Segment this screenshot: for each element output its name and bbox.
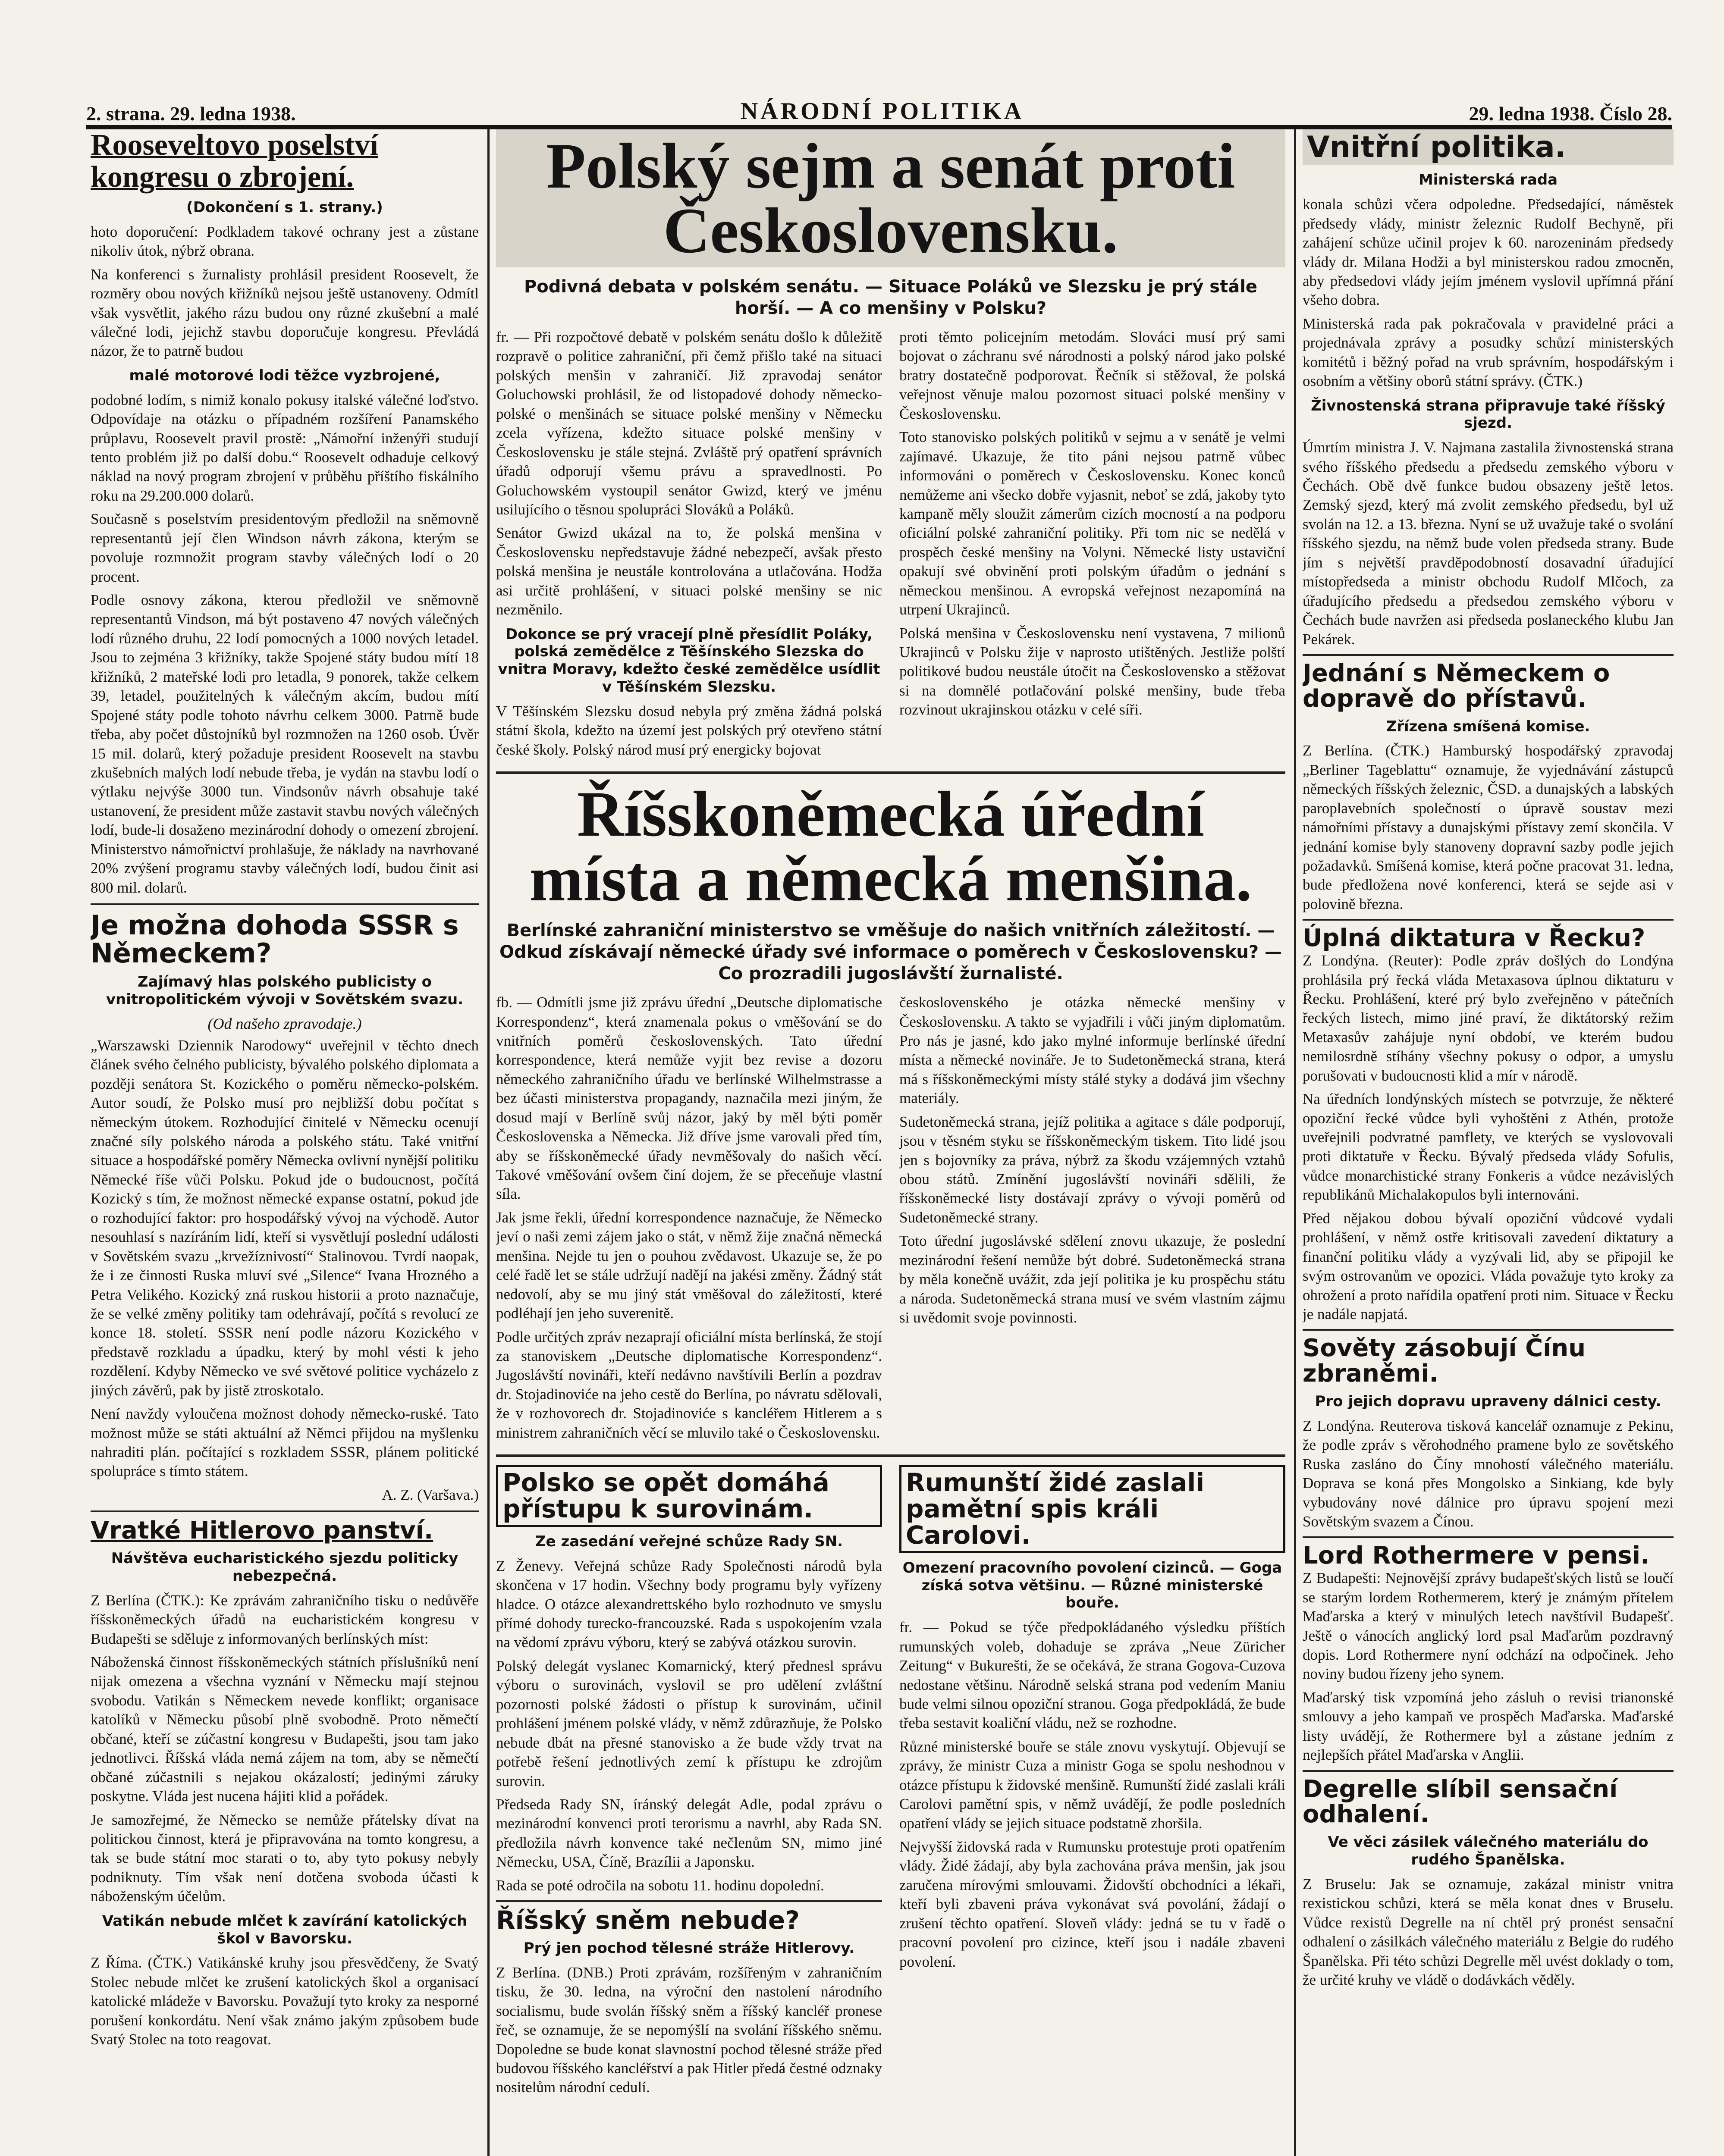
divider xyxy=(1303,1770,1674,1772)
divider xyxy=(496,771,1285,774)
paragraph: Je samozřejmé, že Německo se nemůže přátelsky dívat na politickou činnost, která je připravována na tomto kongresu, a tak se bude státní moc starati o to, aby tyto pokusy nebyly podniknuty. Tím však není dotčena svoboda účasti k náboženským účelům. xyxy=(91,1811,479,1905)
divider xyxy=(91,1510,479,1512)
lower-articles xyxy=(496,1465,1285,2102)
masthead-left: 2. strana. 29. ledna 1938. xyxy=(86,103,296,125)
article-title: Rumunští židé zaslali pamětní spis králi Carolovi. xyxy=(899,1465,1285,1553)
divider xyxy=(1303,919,1674,921)
paragraph: Předseda Rady SN, íránský delegát Adle, podal zprávu o mezinárodní konvenci proti terorismu a navrhl, aby Rada SN. předložila návrh konvence také nečlenům SN, mimo jiné Německu, USA, Číně, Brazílii a Japonsku. xyxy=(496,1796,882,1871)
headline-polish-sejm: Polský sejm a senát proti Československu. xyxy=(496,129,1285,267)
article-subtitle: Zajímavý hlas polského publicisty o vnitropolitickém vývoji v Sovětském svazu. xyxy=(106,973,464,1009)
masthead xyxy=(86,78,1672,129)
article-title: Jednání s Německem o dopravě do přístavů. xyxy=(1303,659,1610,713)
paragraph: fr. — Pokud se týče předpokládaného výsledku příštích rumunských voleb, dohaduje se zpráva „Neue Züricher Zeitung“ v Bukurešti, že se očekává, že strana Gogova-Cuzova nedostane většinu. Národně selská strana pod vedením Maniu bude velmi silnou opoziční stranou. Goga předpokládá, že bude třeba sestavit koaliční vládu, než se rozhodne. xyxy=(899,1619,1285,1732)
paragraph: fb. — Odmítli jsme již zprávu úřední „Deutsche diplomatische Korrespondenz“, která znamenala pokus o vměšování se do vnitřních poměrů československých. Tato úřední korrespondence, která nemůže vyjit bez revise a dozoru německého zahraničního úřadu ve berlínské Wilhelmstrasse a bez účasti ministerstva propagandy, naznačila mezi jiným, že dosud mají v Berlíně svůj názor, jaký by měl býti poměr Československa a Německa. Již dříve jsme varovali před tím, aby se říšskoněmecké úřady nevměšovaly do našich věcí. Takové vměšování ovšem činí dojem, že se přeceňuje vlastní síla. xyxy=(496,994,882,1203)
center-columns xyxy=(496,129,1285,2156)
article-title: Rooseveltovo poselství kongresu o zbrojení. xyxy=(91,129,378,194)
paragraph: Současně s poselstvím presidentovým předložil na sněmovně representantů její člen Windson návrh zákona, kterým se povoluje rozmnožit program stavby válečných lodí o 20 procent. xyxy=(91,511,479,585)
article-subtitle: Prý jen pochod tělesné stráže Hitlerovy. xyxy=(523,1940,855,1957)
article-subtitle: Návštěva eucharistického sjezdu politicky nebezpečná. xyxy=(111,1550,458,1585)
paragraph: Z Budapešti: Nejnovější zprávy budapešťských listů se loučí se starým lordem Rothermerem, který je známým přítelem Maďarska a který v minulých letech navštívil Budapešť. Ještě o vánocích anglický lord psal Maďarům pozdravný dopis. Lord Rothermere nyní odchází na odpočinek. Jeho noviny budou řízeny jeho synem. xyxy=(1303,1570,1674,1683)
divider xyxy=(1303,1536,1674,1538)
paragraph: fr. — Při rozpočtové debatě v polském senátu došlo k důležitě rozpravě o politice zahraniční, při čemž přišlo také na situaci polských menšin v zahraničí. Již zpravodaj senátor Goluchowski prohlásil, že od listopadové dohody německo-polské o menšinách se situace polské menšiny v Německu zcela vyřízena, kdežto situace polské menšiny v Československu je stále stejná. Zvláště prý opatření správních úřadů odporují všemu právu a spravedlnosti. Po Goluchowském vystoupil senátor Gwizd, který ve jménu usilujícího o těsnou spolupráci Slováků a Poláků. xyxy=(496,329,882,518)
column-rule xyxy=(1294,129,1296,2156)
article-column xyxy=(899,1465,1285,2102)
paragraph: Z Ženevy. Veřejná schůze Rady Společnosti národů byla skončena v 17 hodin. Všechny body programu byly vyřízeny hladce. O otázce alexandrettského bylo rozhodnuto ve smyslu přímé dohody turecko-francouzské. Rada s uspokojením vzala na vědomí zprávu výboru, který se zabývá otázkou surovin. xyxy=(496,1557,882,1651)
paragraph: V Těšínském Slezsku dosud nebyla prý změna žádná polská státní škola, kdežto na území jest polských prý otevřeno státní české školy. Polský národ musí prý energicky bojovat xyxy=(496,702,882,758)
article-title: Polsko se opět domáhá přístupu k surovinám. xyxy=(496,1465,882,1527)
masthead-title: NÁRODNÍ POLITIKA xyxy=(740,98,1024,125)
paragraph: Sudetoněmecká strana, jejíž politika a agitace s dále podporují, jsou v těsném styku se říšskoněmeckým tiskem. Tito lidé jsou jen s bojovníky za práva, nýbrž za škodu vzájemných vztahů obou států. Zmínění jugoslávští novináři sdělili, že říšskoněmecké listy dostávají zprávy o vývoji poměrů od Sudetoněmecké strany. xyxy=(899,1113,1285,1226)
paragraph: Z Londýna. (Reuter): Podle zpráv došlých do Londýna prohlásila prý řecká vláda Metaxasova úplnou diktaturu v Řecku. Prohlášení, které prý bylo zveřejněno v pátečních řeckých listech, mimo jiné praví, že diktátorský režim Metaxasův zahájuje nyní období, ve kterém budou nemilosrdně stíhány všechny pokusy o odpor, a umyslu porušovati v budoucnosti klid a mír v národě. xyxy=(1303,952,1674,1084)
paragraph: Podle určitých zpráv nezaprají oficiální místa berlínská, že stojí za stanoviskem „Deutsche diplomatische Korrespondenz“. Jugoslávští novináři, kteří nedávno navštívili Berlín a pozdrav dr. Stojadinoviće na jeho cestě do Berlína, po návratu sdělovali, že v rozhovorech dr. Stojadinoviće s kancléřem Hitlerem a s ministrem zahraničních věcí se mluvilo také o Československu. xyxy=(496,1328,882,1441)
paragraph: Z Berlína. (DNB.) Proti zprávám, rozšířeným v zahraničním tisku, že 30. ledna, na výroční den nastolení národního socialismu, bude svolán říšský sněm a říšský kancléř pronese řeč, se oznamuje, že se nepomýšlí na svolání říšského sněmu. Dopoledne se bude konat slavnostní pochod tělesné stráže před budovou říšského kancléřství a pak Hitler předá čestné odznaky nositelům národní cedulí. xyxy=(496,1964,882,2096)
paragraph: Z Bruselu: Jak se oznamuje, zakázal ministr vnitra rexistickou schůzi, která se měla konat dnes v Bruselu. Vůdce rexistů Degrelle na ní chtěl prý pronést sensační odhalení o zásilkách válečného materiálu z Belgie do rudého Španělska. Při této schůzi Degrelle měl uvést doklady o tom, že určité kruhy ve vládě o dodávkách věděly. xyxy=(1303,1875,1674,1988)
paragraph: Podle osnovy zákona, kterou předložil ve sněmovně representantů Vindson, má být postaveno 47 nových válečných lodí různého druhu, 22 lodí pomocných a 1000 nových letadel. Jsou to zejména 3 křižníky, takže Spojené státy budou mítí 18 křižníků, 2 mateřské lodi pro letadla, 9 ponorek, takže celkem 39, letadel, použitelných k válečným akcím, budou mítí Spojené státy podle tohoto návrhu celkem 3000. Patrně bude třeba, aby počet důstojníků byl rozmnožen na 1260 osob. Úvěr 15 mil. dolarů, který požaduje president Roosevelt na stavbu zkušebních malých lodí nebude třeba, je vydán na stavbu lodí o výtlaku nejvýše 3000 tun. Vindsonův návrh obsahuje také ustanovení, že president může zastavit stavbu nových válečných lodí, bude-li dosaženo mezinárodní dohody o omezení zbrojení. Ministerstvo námořnictví prohlašuje, že náklady na navrhované 20% zvýšení programu stavby válečných lodí, budou činit asi 800 mil. dolarů. xyxy=(91,592,479,896)
divider xyxy=(1303,654,1674,656)
paragraph: Na úředních londýnských místech se potvrzuje, že některé opoziční řecké vůdce byli vyhoštěni z Athén, protože uveřejnili podvratné pamflety, ve kterých se vyslovovali proti diktatuře v Řecku. Bývalý předseda vlády Sofulis, vůdce monarchistické strany Fonkeris a vůdce nezávislých republikánů Michalakopulos byli internováni. xyxy=(1303,1091,1674,1203)
article-title: Degrelle slíbil sensační odhalení. xyxy=(1303,1775,1618,1829)
divider xyxy=(496,1454,1285,1457)
divider xyxy=(91,903,479,905)
article-title: Vratké Hitlerovo panství. xyxy=(91,1517,433,1545)
headline-deck: Podivná debata v polském senátu. — Situace Poláků ve Slezsku je prý stále horší. — A co menšiny v Polsku? xyxy=(524,277,1258,318)
article-column xyxy=(496,328,882,764)
paragraph: proti těmto policejním metodám. Slováci musí prý sami bojovat o záchranu své národnosti a polský národ jako polské bratry dostatečně podporovat. Řečník si stěžoval, že polská veřejnost věnuje malou pozornost situaci polské menšiny v Československu. xyxy=(899,329,1285,422)
article-subtitle: Omezení pracovního povolení cizinců. — Goga získá sotva většinu. — Různé ministerské bouře. xyxy=(902,1559,1282,1612)
article-subtitle: Ministerská rada xyxy=(1418,171,1558,189)
inline-subhead: malé motorové lodi těžce vyzbrojené, xyxy=(129,367,440,384)
article-body xyxy=(496,328,1285,764)
article-title: Je možna dohoda SSSR s Německem? xyxy=(91,909,459,969)
paragraph: Nejvyšší židovská rada v Rumunsku protestuje proti opatřením vlády. Židé žádají, aby byla zachována práva menšin, jak jsou zaručena mírovými smlouvami. Židovští obchodníci a lékaři, kteří byli zbaveni práva vykonávat svá povolání, žádají o zrušení těchto opatření. Sloveň vlády: jedná se tu v řadě o pracovní povolení pro cizince, kteří jsou i nadále zbaveni povolení. xyxy=(899,1838,1285,1970)
article-continuation: (Dokončení s 1. strany.) xyxy=(186,199,383,216)
headline-deck: Berlínské zahraniční ministerstvo se vměšuje do našich vnitřních záležitostí. — Odkud získávají německé úřady své informace o poměrech v Československu? — Co prozradili jugoslávští žurnalisté. xyxy=(499,921,1282,984)
paragraph: Na konferenci s žurnalisty prohlásil president Roosevelt, že rozměry obou nových křižníků nejsou ještě ustanoveny. Odmítl však vysvětlit, jakého rázu budou ony různé zkušební a malé válečné lodi, jejichž stavbu doporučuje kongresu. Převládá názor, že to patrně budou xyxy=(91,266,479,360)
section-title: Vnitřní politika. xyxy=(1303,129,1674,165)
article-subtitle: Zřízena smíšená komise. xyxy=(1386,718,1590,735)
column-rule xyxy=(487,129,490,2156)
right-column xyxy=(1303,129,1674,2156)
paragraph: „Warszawski Dziennik Narodowy“ uveřejnil v těchto dnech článek svého čelného publicisty, bývalého polského diplomata a později senátora St. Kozického o poměru německo-polském. Autor soudí, že Polsko musí pro nejbližší dobu počítat s německým útokem. Rozhodující činitelé v Německu ocenují značné síly polského národa a polského státu. Také vnitřní situace a hospodářské poměry Německa ovlivní nynější politiku Německé říše vůči Polsku. Pokud jde o budoucnost, počítá Kozický s tím, že možnost německé expanse ostatní, pokud jde o rozhodující faktor: pro hospodářský vývoj na východě. Autor nesouhlasí s nazíráním lidí, kteří si vysvětlují poslední události v Sovětském svazu „krvežíznivostí“ Stalinovou. Tvrdí naopak, že i ze činnosti Ruska mluví své „Silence“ Ivana Hrozného a Petra Velikého. Kozický zná ruskou historii a proto naznačuje, že se velké změny politiky tam odehrávají, počítá s revolucí ze konce 18. století. SSSR není podle názoru Kozického v představě rozkladu a úpadku, který by mohl vésti k jeho rozdělení. Kdyby Německo ve své světové politice vycházelo z jiných závěrů, pak by jistě ztroskotalo. xyxy=(91,1037,479,1399)
paragraph: Náboženská činnost říšskoněmeckých státních příslušníků není nijak omezena a všechna vyznání v Německu mají stejnou svobodu. Vatikán s Německem nevede konflikt; organisace katolíků v Německu působí plně svobodně. Proto němečtí občané, kteří se zúčastní kongresu v Budapešti, jsou tam jako jednotlivci. Říšská vláda nemá zájem na tom, aby se němečtí občané zúčastnili s nejakou okázalostí; jedinými záruky poskytne. Vláda jest nucena hájiti klid a pořádek. xyxy=(91,1654,479,1805)
paragraph: Toto stanovisko polských politiků v sejmu a v senátě je velmi zajímavé. Ukazuje, že tito páni nejsou patrně vůbec informováni o poměrech v Československu. Konec konců nemůžeme ani všecko dobře vyjasnit, neboť se zdá, jakoby tyto kampaně měly sloužit zámerům cizích mocností a na podporu oficiální polské zahraniční politiky. Při tom nic se nedělá v prospěch české menšiny na Volyni. Německé listy ustaviční opakují své obvinění proti polským úřadům o jednání s německou menšinou. A evropská veřejnost nezapomíná na utrpení Ukrajinců. xyxy=(899,429,1285,618)
paragraph: Polský delegát vyslanec Komarnický, který přednesl správu výboru o surovinách, vyslovil se pro udělení zvláštní pozornosti polské žádosti o přístup k surovinám, učinil prohlášení jménem polské vlády, v němž zdůrazňuje, že Polsko nebude dbát na přesné stanovisko a že bude vždy trvat na potřebě řešení jednotlivých zemí k přístupu ke zdrojům surovin. xyxy=(496,1657,882,1789)
paragraph: Před nějakou dobou bývalí opoziční vůdcové vydali prohlášení, v němž ostře kritisovali zavedení diktatury a finanční politiku vlády a vyzývali lid, aby se připojil ke svým ostrovanům ve opozici. Vláda považuje tyto kroky za ohrožení a proto nařídila opatření proti nim. Situace v Řecku je nadále napjatá. xyxy=(1303,1210,1674,1322)
paragraph: Není navždy vyloučena možnost dohody německo-ruské. Tato možnost může se státi aktuální až Němci přijdou na myšlenku nahraditi plán. počítající s rozkladem SSSR, plánem politické spolupráce s tímto státem. xyxy=(91,1405,479,1480)
article-title: Lord Rothermere v pensi. xyxy=(1303,1542,1650,1570)
paragraph: Senátor Gwizd ukázal na to, že polská menšina v Československu nepředstavuje žádné nebezpečí, avšak přesto polská menšina je neustále kontrolována a utlačována. Hodža asi určitě prohlášení, v situaci polské menšiny se nic nezměnilo. xyxy=(496,524,882,618)
article-subtitle: Pro jejich dopravu upraveny dálnici cesty. xyxy=(1315,1393,1661,1410)
headline-german-offices: Říšskoněmecká úřední místa a německá menšina. xyxy=(529,778,1252,915)
article-title: Říšský sněm nebude? xyxy=(496,1905,800,1935)
paragraph: Polská menšina v Československu není vystavena, 7 milionů Ukrajinců v Polsku žije v naprosto utištěných. Jestliže polští politikové budou neustále útočit na Československo a stěžovat si na domnělé potlačování polské menšiny, bude třeba rozvinout ukrajinskou otázku v celé síři. xyxy=(899,624,1285,718)
article-subtitle: Ve věci zásilek válečného materiálu do rudého Španělska. xyxy=(1328,1833,1649,1868)
paragraph: Z Londýna. Reuterova tisková kancelář oznamuje z Pekinu, že podle zpráv s věrohodného pramene bylo ze sovětského Ruska zasláno do Číny mnohostí válečného materiálu. Doprava se koná přes Mongolsko a Sinkiang, kde byly vybudovány nové dálnice pro úpravu spojení mezi Sovětským svazem a Čínou. xyxy=(1303,1417,1674,1530)
article-column xyxy=(899,328,1285,764)
paragraph: Z Berlína (ČTK.): Ke zprávám zahraničního tisku o nedůvěře říšskoněmeckých úřadů na eucharistickém kongresu v Budapešti se sděluje z informovaných berlínských míst: xyxy=(91,1592,479,1647)
article-column xyxy=(496,1465,882,2102)
inline-subhead: Dokonce se prý vracejí plně přesídlit Poláky, polská zemědělce z Těšínského Slezska do vnitra Moravy, kdežto české zemědělce usídlit v Těšínském Slezsku. xyxy=(498,625,880,696)
paragraph: Maďarský tisk vzpomíná jeho zásluh o revisi trianonské smlouvy a jeho kampaň ve prospěch Maďarska. Maďarské listy uvádějí, že Rothermere byl a zůstane jedním z nejlepších přátel Maďarska v Anglii. xyxy=(1303,1689,1674,1764)
divider xyxy=(1303,1329,1674,1331)
paragraph: Toto úřední jugoslávské sdělení znovu ukazuje, že poslední mezinárodní řešení nemůže být dobré. Sudetoněmecká strana by měla konečně uvážit, zda její politika je ku prospěchu státu a národa. Sudetoněmecká strana musí ve svém vlastním zájmu si uvědomit svoje povinnosti. xyxy=(899,1232,1285,1326)
article-title: Sověty zásobují Čínu zbraněmi. xyxy=(1303,1334,1586,1388)
paragraph: podobné lodím, s nimiž konalo pokusy italské válečné loďstvo. Odpovídaje na otázku o případném rozšíření Panamského průplavu, Roosevelt pravil prostě: „Námořní inženýři studují tento problém již po další dobu.“ Roosevelt odhaduje celkový náklad na nový program zbrojení v průběhu příštího fiskálního roku na 29.200.000 dolarů. xyxy=(91,391,479,504)
article-column xyxy=(899,993,1285,1447)
article-title: Úplná diktatura v Řecku? xyxy=(1303,924,1645,953)
left-column xyxy=(91,129,479,2156)
paragraph: Rada se poté odročila na sobotu 11. hodinu dopolední. xyxy=(496,1877,824,1894)
paragraph: Z Berlína. (ČTK.) Hamburský hospodářský zpravodaj „Berliner Tageblattu“ oznamuje, že vyjednávání zástupců německých říšských železnic, ČSD. a dunajských a labských paroplavebních společností o úpravě soustav mezi námořními přístavy a dunajskými přístavy zemí skončila. V jednání komise byly stanoveny dopravní sazby podle jejich požadavků. Smíšená komise, která počne pracovat 31. ledna, bude předložena nové konferenci, která se sejde asi v polovině března. xyxy=(1303,742,1674,912)
paragraph: Různé ministerské bouře se stále znovu vyskytují. Objevují se zprávy, že ministr Cuza a ministr Goga se spolu neshodnou v otázce přístupu k židovské menšině. Rumunští židé zaslali králi Carolovi pamětní spis, v němž uvádějí, že podle posledních opatření vlády se jejich situace podstatně zhoršila. xyxy=(899,1738,1285,1832)
paragraph: konala schůzi včera odpoledne. Předsedající, náměstek předsedy vlády, ministr železnic Rudolf Bechyně, při zahájení schůze učinil projev k 60. narozeninám předsedy vlády dr. Milana Hodži a byl ministerskou radou zmocněn, aby předsedovi vlády jejím jménem vyslovil upřímná přání všeho dobra. xyxy=(1303,196,1674,309)
inline-subhead: Vatikán nebude mlčet k zavírání katolických škol v Bavorsku. xyxy=(102,1912,468,1947)
article-body xyxy=(496,993,1285,1447)
paragraph: hoto doporučení: Podkladem takové ochrany jest a zůstane nikoliv útok, nýbrž obrana. xyxy=(91,223,479,260)
paragraph: Úmrtím ministra J. V. Najmana zastalila živnostenská strana svého říšského předsedu a předsedu zemského výboru v Čechách. Obě dvě funkce budou obsazeny ještě letos. Zemský sjezd, který má zvolit zemského předsedu, byl už svolán na 12. a 13. března. Nyní se už uvažuje také o svolání říšského sjezdu, na němž bude volen předseda strany. Bude jím s největší pravděpodobností dosavadní úřadující místopředseda a ministr obchodu Rudolf Mlčoch, za úřadujícího předsedu a předsedou zemského výboru v Čechách bude navržen asi předseda poslaneckého klubu Jan Pekárek. xyxy=(1303,439,1674,648)
article-subtitle: Živnostenská strana připravuje také říšský sjezd. xyxy=(1311,397,1665,432)
article-subtitle: Ze zasedání veřejné schůze Rady SN. xyxy=(535,1532,843,1550)
article-column xyxy=(496,993,882,1447)
divider xyxy=(496,1900,882,1902)
paragraph: Z Říma. (ČTK.) Vatikánské kruhy jsou přesvědčeny, že Svatý Stolec nebude mlčet ke zrušení katolických škol a organisací katolické mládeže v Bavorsku. Považují tyto kroky za nesporné porušení konkordátu. Není však známo jakým způsobem bude Svatý Stolec na toto reagovat. xyxy=(91,1954,479,2048)
paragraph: československého je otázka německé menšiny v Československu. A takto se vyjadřili i vůči jiným diplomatům. Pro nás je jasné, kdo jako mylné informuje berlínské úřední místa a německé novináře. Je to Sudetoněmecká strana, která má s říšskoněmeckými místy stálé styky a dodává jim všechny materiály. xyxy=(899,994,1285,1107)
paragraph: Jak jsme řekli, úřední korrespondence naznačuje, že Německo jeví o naši zemi zájem jako o stát, v němž žije značná německá menšina. Nejde tu jen o pouhou zvědavost. Ukazuje se, že po celé řadě let se stále udržují nadějí na jakési změny. Žádný stát nedovolí, aby se mu jiný stát vměšoval do záležitostí, které podléhají jen jeho suverenitě. xyxy=(496,1209,882,1322)
signature: A. Z. (Varšava.) xyxy=(382,1486,479,1503)
masthead-right: 29. ledna 1938. Číslo 28. xyxy=(1469,103,1672,125)
byline: (Od našeho zpravodaje.) xyxy=(207,1015,362,1032)
paragraph: Ministerská rada pak pokračovala v pravidelné práci a projednávala zprávy a posudky schůzí ministerských komitétů i běžný pořad na vrub správním, hospodářským i osobním a většiny oborů státní správy. (ČTK.) xyxy=(1303,315,1674,390)
